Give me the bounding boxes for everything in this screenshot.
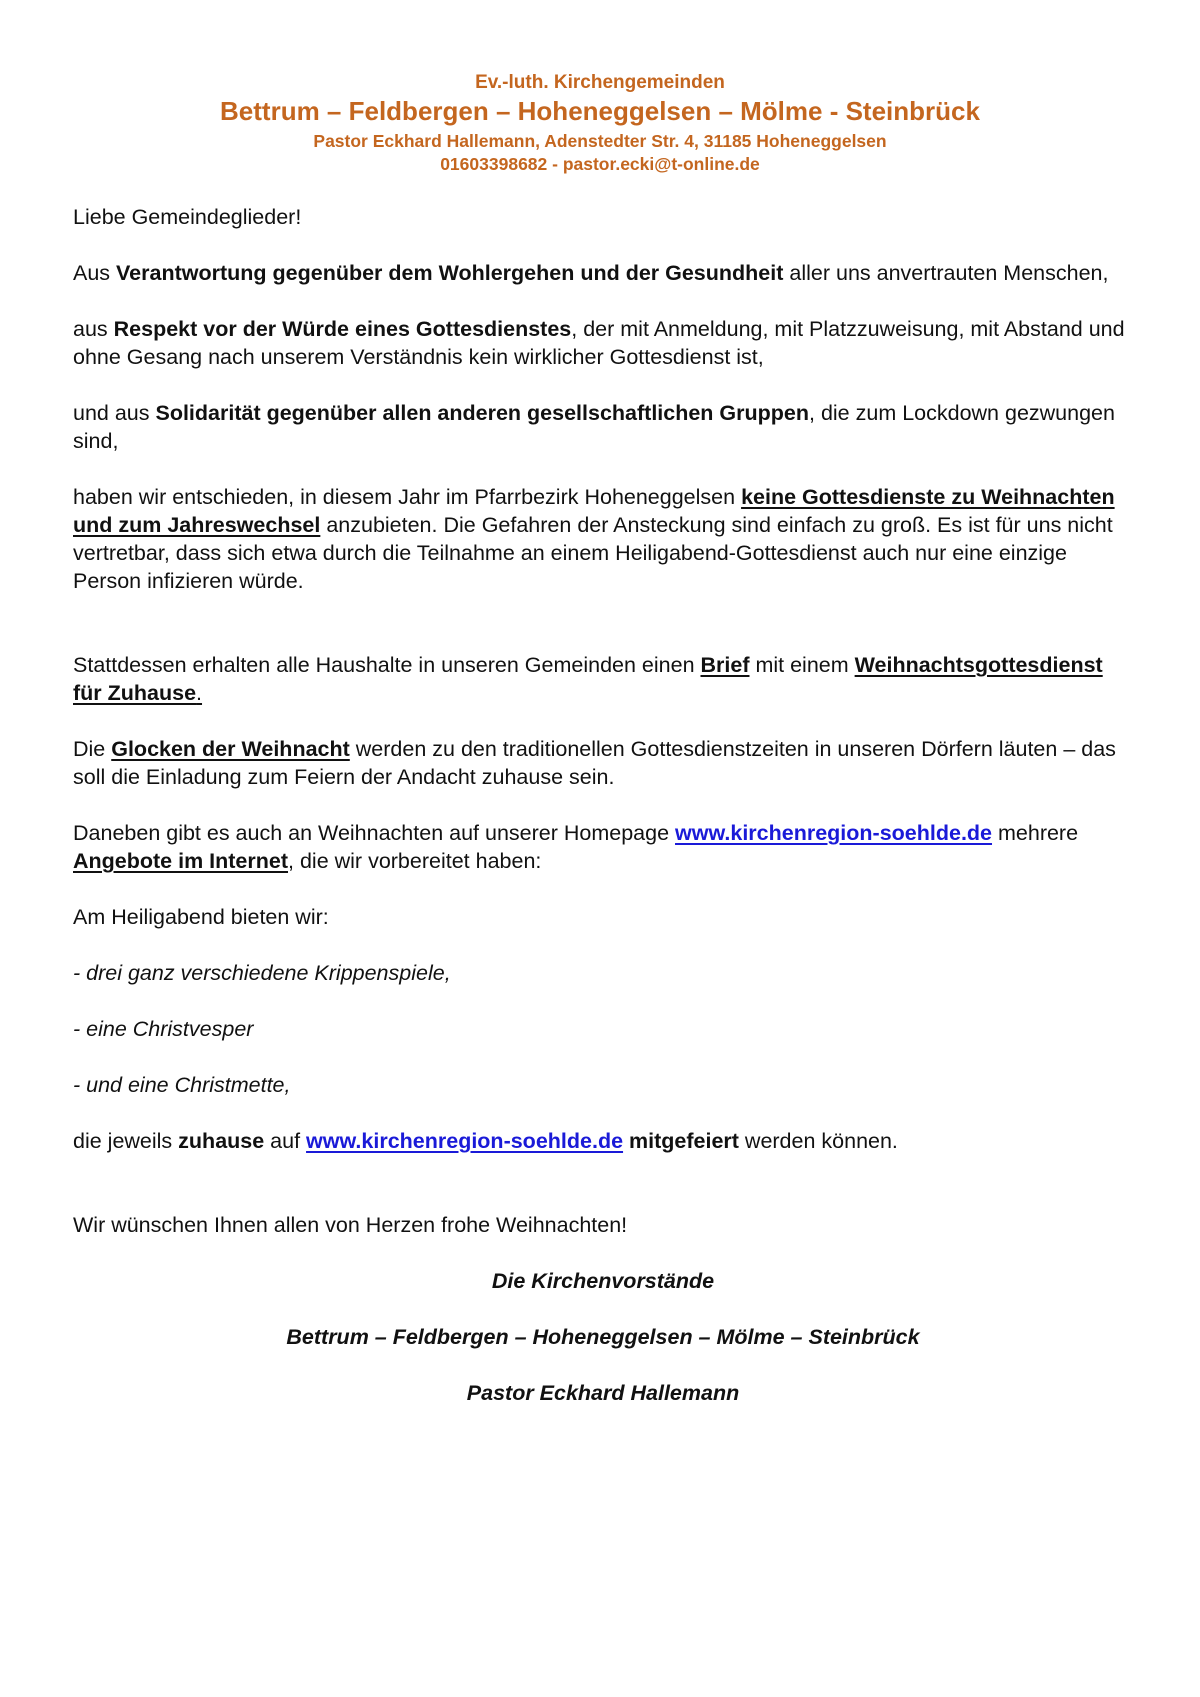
text: , die wir vorbereitet haben:: [288, 849, 542, 873]
text: mehrere: [992, 821, 1079, 845]
paragraph-homepage: [73, 819, 1133, 875]
bold-underlined-text: Angebote im Internet: [73, 849, 289, 873]
paragraph-celebrate-home: [73, 1127, 1133, 1155]
homepage-link[interactable]: www.kirchenregion-soehlde.de: [306, 1129, 624, 1153]
list-item: - und eine Christmette,: [73, 1073, 291, 1097]
signature-parishes: Bettrum – Feldbergen – Hoheneggelsen – Mölme – Steinbrück: [286, 1325, 920, 1349]
paragraph-bells: [73, 735, 1133, 791]
bold-underlined-text: Weihnachtsgottesdienst für Zuhause: [73, 653, 1103, 705]
text: Stattdessen erhalten alle Haushalte in unseren Gemeinden einen: [73, 653, 701, 677]
letterhead-address: Pastor Eckhard Hallemann, Adenstedter Str. 4, 31185 Hoheneggelsen: [313, 131, 887, 151]
paragraph-responsibility: [73, 259, 1133, 287]
text: , die zum Lockdown gezwungen sind,: [73, 401, 1115, 453]
paragraph-christmas-eve: Am Heiligabend bieten wir:: [73, 905, 329, 929]
text: Die: [73, 737, 112, 761]
text: haben wir entschieden, in diesem Jahr im Pfarrbezirk Hoheneggelsen: [73, 485, 742, 509]
text: werden zu den traditionellen Gottesdienstzeiten in unseren Dörfern läuten – das soll die Einladung zum Feiern der Andacht zuhause sein.: [73, 737, 1116, 789]
text: .: [196, 681, 203, 705]
list-item: - drei ganz verschiedene Krippenspiele,: [73, 961, 451, 985]
text: anzubieten. Die Gefahren der Ansteckung sind einfach zu groß. Es ist für uns nicht vertretbar, dass sich etwa durch die Teilnahme an einem Heiligabend-Gottesdienst auch nur eine einzige Person infizieren würde.: [73, 513, 1113, 593]
letterhead-title: Bettrum – Feldbergen – Hoheneggelsen – Mölme - Steinbrück: [220, 96, 980, 126]
text: , der mit Anmeldung, mit Platzzuweisung, mit Abstand und ohne Gesang nach unserem Verständnis kein wirklicher Gottesdienst ist,: [73, 317, 1125, 369]
bold-text: Respekt vor der Würde eines Gottesdienstes: [113, 317, 572, 341]
bold-underlined-text: keine Gottesdienste zu Weihnachten und zum Jahreswechsel: [73, 485, 1115, 537]
text: und aus: [73, 401, 156, 425]
text: Daneben gibt es auch an Weihnachten auf unserer Homepage: [73, 821, 676, 845]
bold-text: zuhause: [178, 1129, 265, 1153]
text: Aus: [73, 261, 117, 285]
paragraph-solidarity: [73, 399, 1133, 455]
letterhead-subtitle: Ev.-luth. Kirchengemeinden: [475, 72, 725, 93]
letterhead-contact: 01603398682 - pastor.ecki@t-online.de: [440, 154, 760, 174]
paragraph-respect: [73, 315, 1133, 371]
letter-body: [73, 203, 1133, 1435]
paragraph-letter: [73, 651, 1133, 707]
signature-boards: Die Kirchenvorstände: [491, 1269, 715, 1293]
homepage-link[interactable]: www.kirchenregion-soehlde.de: [675, 821, 993, 845]
paragraph-decision: [73, 483, 1133, 595]
paragraph-greeting: Wir wünschen Ihnen allen von Herzen frohe Weihnachten!: [73, 1213, 628, 1237]
list-item: - eine Christvesper: [73, 1017, 254, 1041]
text: mit einem: [749, 653, 855, 677]
text: aus: [73, 317, 114, 341]
bold-text: Solidarität gegenüber allen anderen gesellschaftlichen Gruppen: [155, 401, 809, 425]
signature-pastor: Pastor Eckhard Hallemann: [466, 1381, 740, 1405]
text: auf: [264, 1129, 307, 1153]
bold-underlined-text: Brief: [700, 653, 750, 677]
bold-text: Verantwortung gegenüber dem Wohlergehen und der Gesundheit: [116, 261, 784, 285]
bold-text: mitgefeiert: [623, 1129, 739, 1153]
text: werden können.: [738, 1129, 898, 1153]
text: die jeweils: [73, 1129, 179, 1153]
text: aller uns anvertrauten Menschen,: [783, 261, 1109, 285]
bold-underlined-text: Glocken der Weihnacht: [111, 737, 350, 761]
salutation: Liebe Gemeindeglieder!: [73, 205, 302, 229]
